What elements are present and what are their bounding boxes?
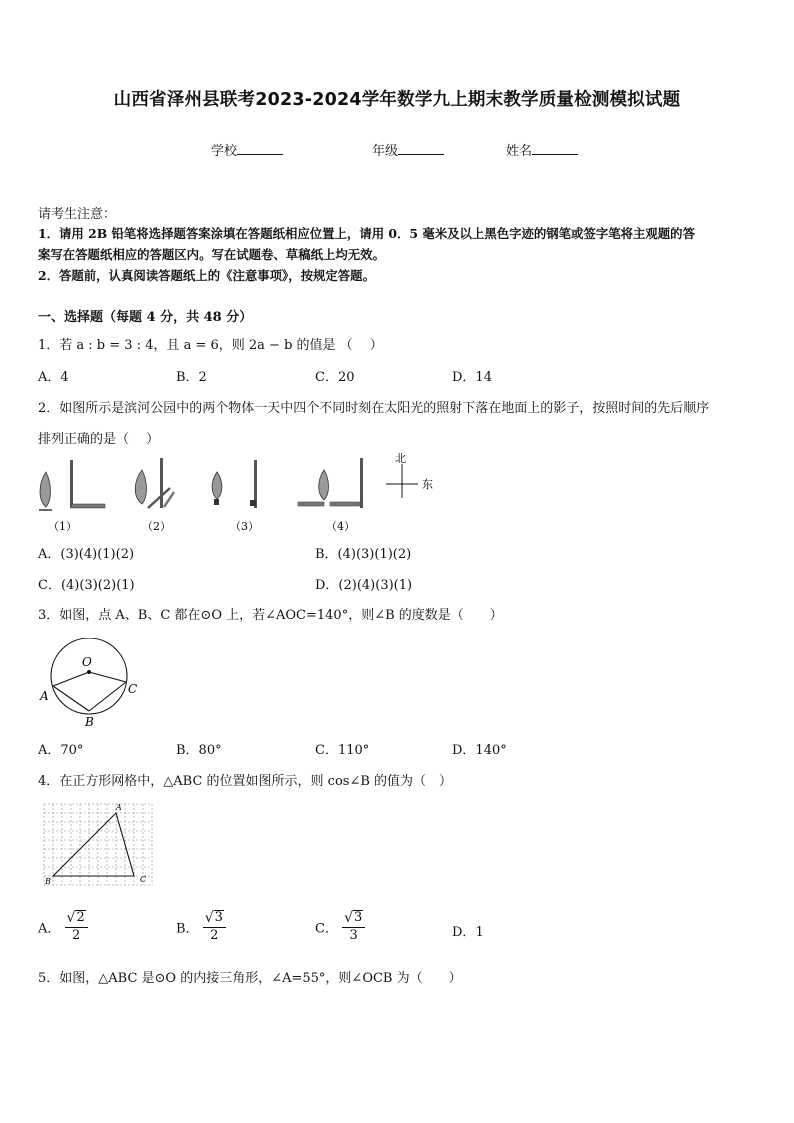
q2-option-c[interactable]: C．(4)(3)(2)(1) xyxy=(38,578,135,593)
q3-option-d[interactable]: D．140° xyxy=(452,743,507,758)
q3-circle-figure xyxy=(36,638,146,730)
q2-fig-label-2: （2） xyxy=(142,520,171,533)
notice-heading: 请考生注意： xyxy=(38,207,117,222)
name-label: 姓名 xyxy=(506,144,533,159)
q4-option-c-letter: C． xyxy=(315,921,338,937)
triangle-abc xyxy=(53,813,134,876)
school-field[interactable] xyxy=(211,140,283,159)
q4-label-c: C xyxy=(140,875,147,884)
q1-option-d[interactable]: D．14 xyxy=(452,370,492,385)
q4-option-a[interactable] xyxy=(38,910,88,944)
q4-label-a: A xyxy=(116,803,122,812)
grade-label: 年级 xyxy=(372,144,399,159)
compass-north-label: 北 xyxy=(395,452,406,465)
page-title: 山西省泽州县联考2023-2024学年数学九上期末教学质量检测模拟试题 xyxy=(113,90,681,110)
q4-option-d-letter: D． xyxy=(452,925,476,940)
q3-label-b: B xyxy=(85,715,94,729)
q3-option-a[interactable]: A．70° xyxy=(38,743,84,758)
q4-option-c-radicand: 3 xyxy=(354,910,363,925)
q1-option-a[interactable]: A．4 xyxy=(38,370,69,385)
q2-fig1 xyxy=(39,460,105,510)
q3-option-c[interactable]: C．110° xyxy=(315,743,370,758)
q1-option-b[interactable]: B．2 xyxy=(176,370,207,385)
notice-item1-line2: 案写在答题纸相应的答题区内。写在试题卷、草稿纸上均无效。 xyxy=(38,247,385,262)
name-blank[interactable] xyxy=(532,142,578,155)
q3-text: 3．如图，点 A、B、C 都在⊙O 上，若∠AOC=140°，则∠B 的度数是（ ） xyxy=(38,608,503,623)
q4-option-a-letter: A． xyxy=(38,921,61,937)
q2-fig-label-3: （3） xyxy=(230,520,259,533)
q4-option-b-fraction: √ 3 2 xyxy=(203,910,226,944)
q4-option-d-value: 1 xyxy=(475,925,484,940)
q2-option-b[interactable]: B．(4)(3)(1)(2) xyxy=(315,547,412,562)
grid-lines xyxy=(44,804,152,885)
q3-label-a: A xyxy=(40,689,49,703)
q2-fig4 xyxy=(298,458,363,508)
q4-label-b: B xyxy=(45,877,51,886)
grade-blank[interactable] xyxy=(398,142,444,155)
section1-heading: 一、选择题（每题 4 分，共 48 分） xyxy=(38,310,253,325)
compass-icon xyxy=(386,464,418,498)
q2-shadow-figure xyxy=(34,452,444,537)
q3-option-b[interactable]: B．80° xyxy=(176,743,222,758)
q3-label-c: C xyxy=(128,682,138,696)
q4-option-b-radicand: 3 xyxy=(214,910,223,925)
q4-option-a-denominator: 2 xyxy=(71,928,81,943)
q1-option-c[interactable]: C．20 xyxy=(315,370,355,385)
grade-field[interactable] xyxy=(372,140,444,159)
q4-option-b-letter: B． xyxy=(176,921,199,937)
q4-option-c[interactable] xyxy=(315,910,365,944)
q4-option-c-denominator: 3 xyxy=(349,928,358,943)
q2-fig3 xyxy=(212,460,257,508)
q2-option-d[interactable]: D．(2)(4)(3)(1) xyxy=(315,578,413,593)
school-label: 学校 xyxy=(211,144,238,159)
q2-fig2 xyxy=(135,458,174,508)
notice-item1-line1: 1．请用 2B 铅笔将选择题答案涂填在答题纸相应位置上，请用 0．5 毫米及以上黑色字迹的钢笔或签字笔将主观题的答 xyxy=(38,226,695,241)
q4-option-d[interactable] xyxy=(452,921,484,940)
q2-fig-label-1: （1） xyxy=(48,520,77,533)
q3-label-o: O xyxy=(82,655,92,669)
compass-east-label: 东 xyxy=(422,478,433,491)
q4-option-a-fraction: √ 2 2 xyxy=(65,910,88,944)
q5-text: 5．如图，△ABC 是⊙O 的内接三角形，∠A=55°，则∠OCB 为（ ） xyxy=(38,971,462,986)
q2-option-a[interactable]: A．(3)(4)(1)(2) xyxy=(38,547,135,562)
q2-text-line2: 排列正确的是（ ） xyxy=(38,432,160,447)
q4-option-c-fraction: √ 3 3 xyxy=(342,910,365,944)
q4-text: 4．在正方形网格中，△ABC 的位置如图所示，则 cos∠B 的值为（ ） xyxy=(38,774,453,789)
name-field[interactable] xyxy=(506,140,578,159)
q4-option-b-denominator: 2 xyxy=(210,928,219,943)
q1-text: 1．若 a : b = 3 : 4，且 a = 6，则 2a − b 的值是 （ ） xyxy=(38,338,383,353)
q4-option-a-radicand: 2 xyxy=(76,910,85,925)
q2-text-line1: 2．如图所示是滨河公园中的两个物体一天中四个不同时刻在太阳光的照射下落在地面上的影子，按照时间的先后顺序 xyxy=(38,401,710,416)
school-blank[interactable] xyxy=(237,142,283,155)
notice-item2: 2．答题前，认真阅读答题纸上的《注意事项》，按规定答题。 xyxy=(38,268,375,283)
q2-fig-label-4: （4） xyxy=(326,520,355,533)
q4-grid-figure xyxy=(40,800,156,890)
q4-option-b[interactable] xyxy=(176,910,226,944)
